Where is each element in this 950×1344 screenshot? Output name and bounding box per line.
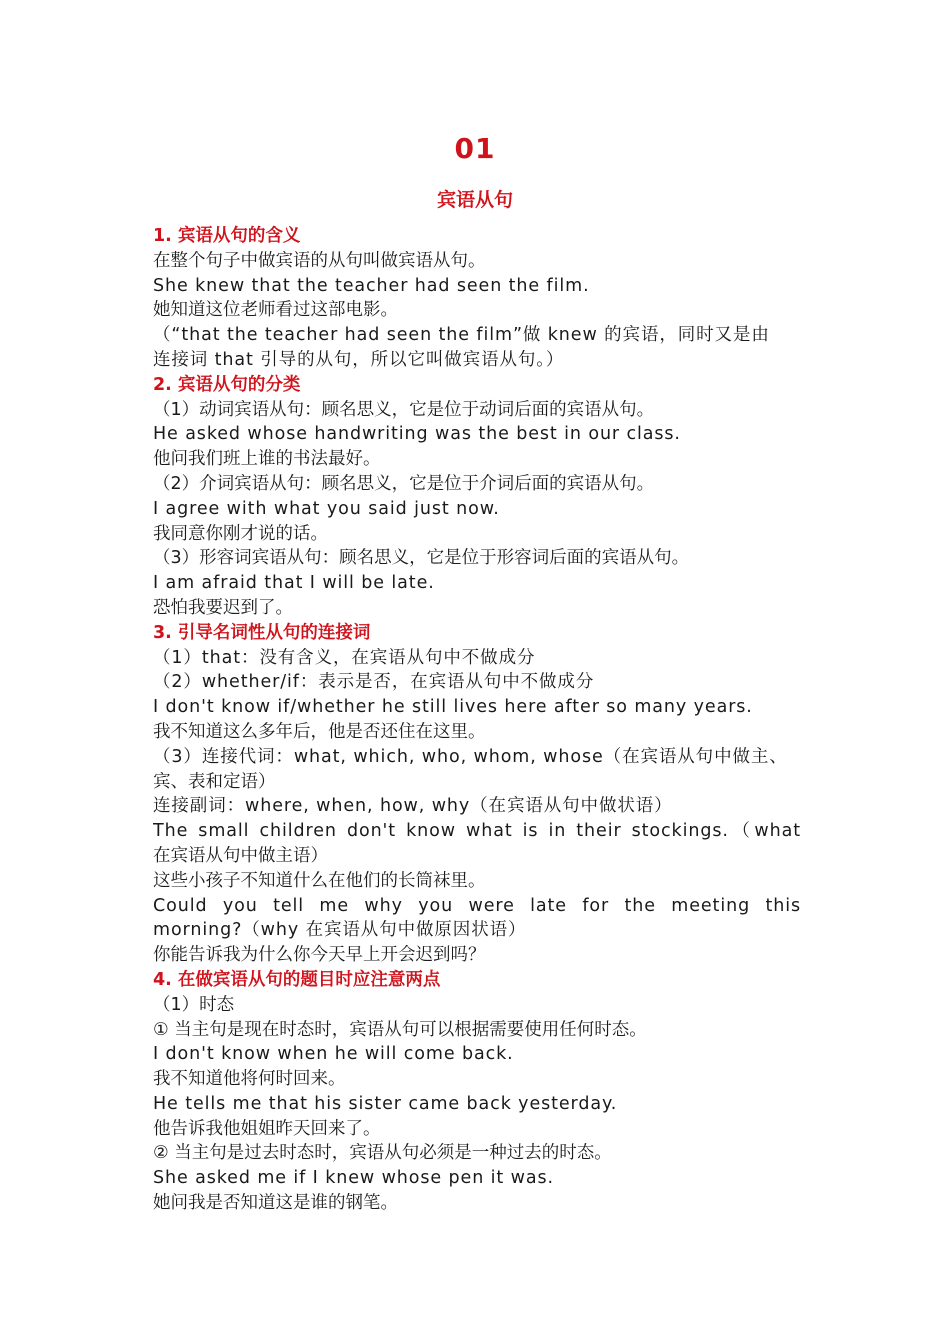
example-sentence: She asked me if I knew whose pen it was. (153, 1168, 554, 1189)
text-line: morning?（why 在宾语从句中做原因状语） (153, 920, 527, 941)
example-sentence: Could you tell me why you were late for the meeting this (153, 895, 801, 916)
example-sentence: I agree with what you said just now. (153, 498, 500, 519)
chapter-title: 宾语从句 (436, 189, 513, 211)
example-sentence: The small children don't know what is in their stockings.（what (153, 821, 801, 842)
text-line: 在整个句子中做宾语的从句叫做宾语从句。 (153, 250, 486, 271)
text-line: （3）形容词宾语从句：顾名思义，它是位于形容词后面的宾语从句。 (153, 548, 690, 569)
text-line: 宾、表和定语） (153, 771, 276, 792)
text-line: 连接词 that 引导的从句，所以它叫做宾语从句。） (153, 349, 565, 370)
text-line: 他告诉我他姐姐昨天回来了。 (153, 1118, 381, 1139)
example-sentence: She knew that the teacher had seen the film. (153, 275, 590, 296)
text-line: 你能告诉我为什么你今天早上开会迟到吗？ (153, 945, 486, 966)
chapter-number: 01 (454, 132, 496, 165)
text-line: 我不知道这么多年后，他是否还住在这里。 (153, 721, 486, 742)
text-line: 恐怕我要迟到了。 (153, 597, 293, 618)
document-body (153, 224, 801, 1216)
text-line: 她问我是否知道这是谁的钢笔。 (153, 1193, 398, 1214)
text-line: 这些小孩子不知道什么在他们的长筒袜里。 (153, 870, 486, 891)
text-line: 他问我们班上谁的书法最好。 (153, 449, 381, 470)
text-line: 她知道这位老师看过这部电影。 (153, 300, 398, 321)
example-sentence: He tells me that his sister came back yesterday. (153, 1093, 618, 1114)
text-line: （1）时态 (153, 994, 235, 1015)
text-line: （2）介词宾语从句：顾名思义，它是位于介词后面的宾语从句。 (153, 473, 655, 494)
text-line: ① 当主句是现在时态时，宾语从句可以根据需要使用任何时态。 (153, 1019, 647, 1040)
text-line: 我不知道他将何时回来。 (153, 1069, 346, 1090)
text-line: 连接副词：where, when, how, why（在宾语从句中做状语） (153, 796, 673, 817)
text-line: （3）连接代词：what, which, who, whom, whose（在宾语从句中做主、 (153, 746, 788, 767)
text-line: 我同意你刚才说的话。 (153, 523, 328, 544)
example-sentence: I don't know when he will come back. (153, 1044, 514, 1065)
text-line: （“that the teacher had seen the film”做 knew 的宾语，同时又是由 (153, 325, 770, 346)
text-line: 在宾语从句中做主语） (153, 845, 328, 866)
section-heading: 1. 宾语从句的含义 (153, 226, 301, 246)
example-sentence: He asked whose handwriting was the best in our class. (153, 424, 681, 445)
section-heading: 3. 引导名词性从句的连接词 (153, 622, 371, 643)
text-line: （2）whether/if：表示是否，在宾语从句中不做成分 (153, 672, 595, 693)
section-heading: 2. 宾语从句的分类 (153, 374, 301, 395)
text-line: （1）动词宾语从句：顾名思义，它是位于动词后面的宾语从句。 (153, 399, 655, 420)
example-sentence: I am afraid that I will be late. (153, 573, 435, 594)
text-line: （1）that：没有含义，在宾语从句中不做成分 (153, 647, 536, 668)
example-sentence: I don't know if/whether he still lives here after so many years. (153, 697, 753, 718)
section-heading: 4. 在做宾语从句的题目时应注意两点 (153, 969, 441, 990)
text-line: ② 当主句是过去时态时，宾语从句必须是一种过去的时态。 (153, 1143, 612, 1164)
